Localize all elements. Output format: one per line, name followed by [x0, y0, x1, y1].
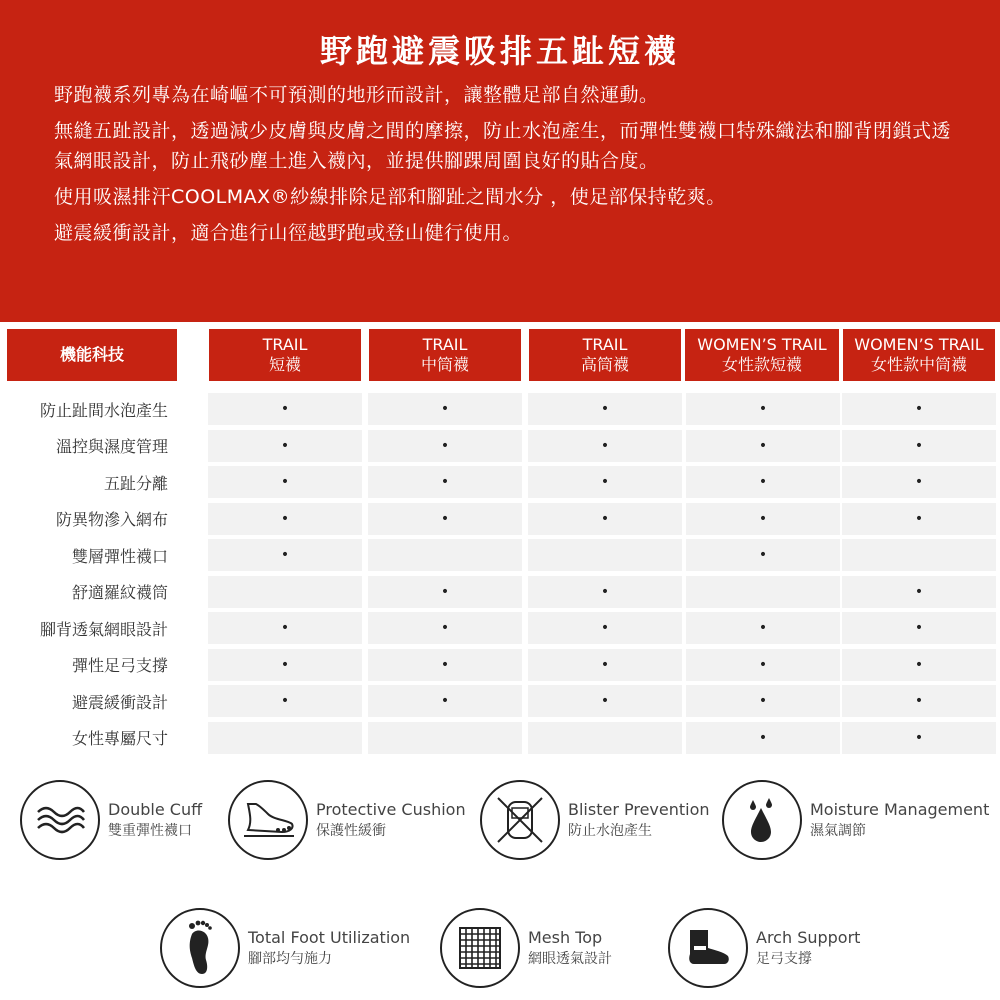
- protective-cushion-icon: [228, 780, 308, 860]
- column-header-trail-mid: TRAIL 中筒襪: [368, 328, 522, 382]
- table-cell: [528, 466, 682, 498]
- description-paragraph: 使用吸濕排汗COOLMAX®紗線排除足部和腳趾之間水分 ，使足部保持乾爽。: [54, 186, 726, 208]
- feature-label-zh: 網眼透氣設計: [528, 951, 612, 967]
- table-cell: [842, 649, 996, 681]
- table-cell: [368, 722, 522, 754]
- table-cell: [528, 539, 682, 571]
- check-bullet: •: [280, 656, 290, 673]
- table-cell: [208, 576, 362, 608]
- row-label: 腳背透氣網眼設計: [39, 619, 168, 639]
- check-bullet: •: [600, 474, 610, 490]
- mesh-top-icon: [440, 908, 520, 988]
- feature-arch-support: [668, 908, 868, 988]
- table-cell: [686, 539, 840, 571]
- feature-label-en: Arch Support: [756, 928, 861, 947]
- table-cell: [842, 612, 996, 644]
- check-bullet: •: [914, 437, 924, 454]
- check-bullet: •: [914, 401, 924, 417]
- check-bullet: •: [280, 401, 290, 417]
- table-cell: [368, 612, 522, 644]
- check-bullet: •: [758, 547, 768, 563]
- table-cell: [368, 649, 522, 681]
- check-bullet: •: [758, 620, 768, 636]
- check-bullet: •: [600, 583, 610, 600]
- table-cell: [842, 430, 996, 462]
- table-cell: [528, 685, 682, 717]
- table-cell: [686, 503, 840, 535]
- table-row: [0, 612, 1000, 644]
- double-cuff-icon: [20, 780, 100, 860]
- check-bullet: •: [440, 510, 450, 527]
- check-bullet: •: [280, 620, 290, 636]
- row-label: 彈性足弓支撐: [71, 656, 168, 675]
- table-header: [0, 328, 1000, 382]
- column-header-trail-high: TRAIL 高筒襪: [528, 328, 682, 382]
- feature-label-en: Moisture Management: [810, 800, 990, 819]
- table-cell: [208, 539, 362, 571]
- total-foot-utilization-icon: [160, 908, 240, 988]
- check-bullet: •: [440, 474, 450, 490]
- check-bullet: •: [914, 656, 924, 673]
- check-bullet: •: [440, 620, 450, 636]
- table-cell: [686, 466, 840, 498]
- table-cell: [208, 466, 362, 498]
- table-cell: [528, 393, 682, 425]
- table-row: [0, 430, 1000, 462]
- table-cell: [686, 576, 840, 608]
- check-bullet: •: [440, 437, 450, 454]
- check-bullet: •: [600, 401, 610, 417]
- check-bullet: •: [758, 401, 768, 417]
- header-banner: [0, 0, 1000, 322]
- page-title: 野跑避震吸排五趾短襪: [319, 32, 680, 70]
- table-cell: [208, 722, 362, 754]
- table-cell: [208, 393, 362, 425]
- check-bullet: •: [600, 437, 610, 454]
- table-cell: [208, 685, 362, 717]
- table-cell: [686, 722, 840, 754]
- table-row: [0, 576, 1000, 608]
- row-label: 避震緩衝設計: [71, 692, 168, 712]
- check-bullet: •: [440, 401, 450, 417]
- feature-label-en: Mesh Top: [528, 928, 603, 947]
- blister-prevention-icon: [480, 780, 560, 860]
- moisture-management-icon: [722, 780, 802, 860]
- table-cell: [528, 649, 682, 681]
- table-cell: [368, 466, 522, 498]
- feature-label-en: Protective Cushion: [316, 800, 466, 819]
- description-paragraph: 避震緩衝設計，適合進行山徑越野跑或登山健行使用。: [54, 222, 523, 244]
- table-cell: [368, 685, 522, 717]
- feature-total-foot-utilization: [160, 908, 420, 988]
- check-bullet: •: [440, 583, 450, 600]
- table-cell: [842, 466, 996, 498]
- check-bullet: •: [914, 620, 924, 636]
- feature-label-en: Blister Prevention: [568, 800, 710, 819]
- check-bullet: •: [914, 474, 924, 490]
- table-row: [0, 466, 1000, 498]
- column-header-trail-short: TRAIL 短襪: [208, 328, 362, 382]
- check-bullet: •: [914, 729, 924, 746]
- column-header-womens-short: WOMEN’S TRAIL 女性款短襪: [684, 328, 840, 382]
- table-cell: [368, 539, 522, 571]
- check-bullet: •: [758, 656, 768, 673]
- check-bullet: •: [758, 474, 768, 490]
- check-bullet: •: [280, 693, 290, 709]
- table-row: [0, 722, 1000, 754]
- table-cell: [208, 503, 362, 535]
- table-cell: [528, 722, 682, 754]
- check-bullet: •: [758, 729, 768, 746]
- table-corner-label: 機能科技: [6, 328, 178, 382]
- check-bullet: •: [600, 693, 610, 709]
- feature-label-zh: 雙重彈性襪口: [108, 823, 192, 839]
- table-cell: [368, 393, 522, 425]
- check-bullet: •: [440, 656, 450, 673]
- feature-mesh-top: [440, 908, 640, 988]
- table-cell: [208, 649, 362, 681]
- table-cell: [368, 576, 522, 608]
- table-cell: [368, 503, 522, 535]
- feature-blister-prevention: [480, 780, 710, 860]
- feature-label-en: Double Cuff: [108, 800, 203, 819]
- feature-protective-cushion: [228, 780, 468, 860]
- check-bullet: •: [600, 656, 610, 673]
- row-label: 舒適羅紋襪筒: [71, 583, 168, 602]
- table-cell: [842, 722, 996, 754]
- table-row: [0, 685, 1000, 717]
- table-cell: [842, 539, 996, 571]
- table-cell: [208, 430, 362, 462]
- feature-label-zh: 濕氣調節: [810, 823, 866, 839]
- row-label: 防止趾間水泡產生: [39, 400, 168, 420]
- check-bullet: •: [440, 693, 450, 709]
- feature-label-zh: 足弓支撐: [756, 951, 812, 967]
- check-bullet: •: [758, 437, 768, 454]
- feature-label-zh: 防止水泡產生: [568, 823, 652, 839]
- table-cell: [208, 612, 362, 644]
- table-row: [0, 539, 1000, 571]
- table-cell: [528, 503, 682, 535]
- check-bullet: •: [758, 510, 768, 527]
- table-cell: [842, 393, 996, 425]
- table-cell: [528, 612, 682, 644]
- check-bullet: •: [280, 510, 290, 527]
- arch-support-icon: [668, 908, 748, 988]
- feature-moisture-management: [722, 780, 990, 860]
- check-bullet: •: [758, 693, 768, 709]
- check-bullet: •: [914, 583, 924, 600]
- table-cell: [528, 576, 682, 608]
- feature-label-en: Total Foot Utilization: [248, 928, 411, 947]
- check-bullet: •: [280, 437, 290, 454]
- check-bullet: •: [280, 547, 290, 563]
- row-label: 五趾分離: [103, 473, 168, 493]
- table-cell: [368, 430, 522, 462]
- table-cell: [842, 576, 996, 608]
- row-label: 防異物滲入網布: [55, 510, 168, 529]
- table-cell: [842, 685, 996, 717]
- description-paragraph: 野跑襪系列專為在崎嶇不可預測的地形而設計，讓整體足部自然運動。: [54, 84, 659, 106]
- table-cell: [686, 649, 840, 681]
- description-paragraph: 無縫五趾設計，透過減少皮膚與皮膚之間的摩擦，防止水泡產生，而彈性雙襪口特殊織法和腳背閉鎖式透氣網眼設計，防止飛砂塵土進入襪內，並提供腳踝周圍良好的貼合度。: [54, 120, 952, 172]
- row-label: 溫控與濕度管理: [55, 437, 168, 456]
- column-header-womens-mid: WOMEN’S TRAIL 女性款中筒襪: [842, 328, 996, 382]
- check-bullet: •: [914, 693, 924, 709]
- table-row: [0, 649, 1000, 681]
- check-bullet: •: [280, 474, 290, 490]
- table-cell: [686, 430, 840, 462]
- product-description: [54, 80, 964, 254]
- check-bullet: •: [914, 510, 924, 527]
- feature-label-zh: 腳部均勻施力: [248, 951, 332, 967]
- feature-double-cuff: [20, 780, 210, 860]
- table-cell: [686, 393, 840, 425]
- table-cell: [842, 503, 996, 535]
- table-cell: [686, 685, 840, 717]
- check-bullet: •: [600, 510, 610, 527]
- check-bullet: •: [600, 620, 610, 636]
- feature-label-zh: 保護性緩衝: [316, 823, 386, 839]
- table-cell: [528, 430, 682, 462]
- table-row: [0, 503, 1000, 535]
- table-cell: [686, 612, 840, 644]
- row-label: 雙層彈性襪口: [71, 546, 168, 566]
- table-row: [0, 393, 1000, 425]
- row-label: 女性專屬尺寸: [71, 729, 168, 748]
